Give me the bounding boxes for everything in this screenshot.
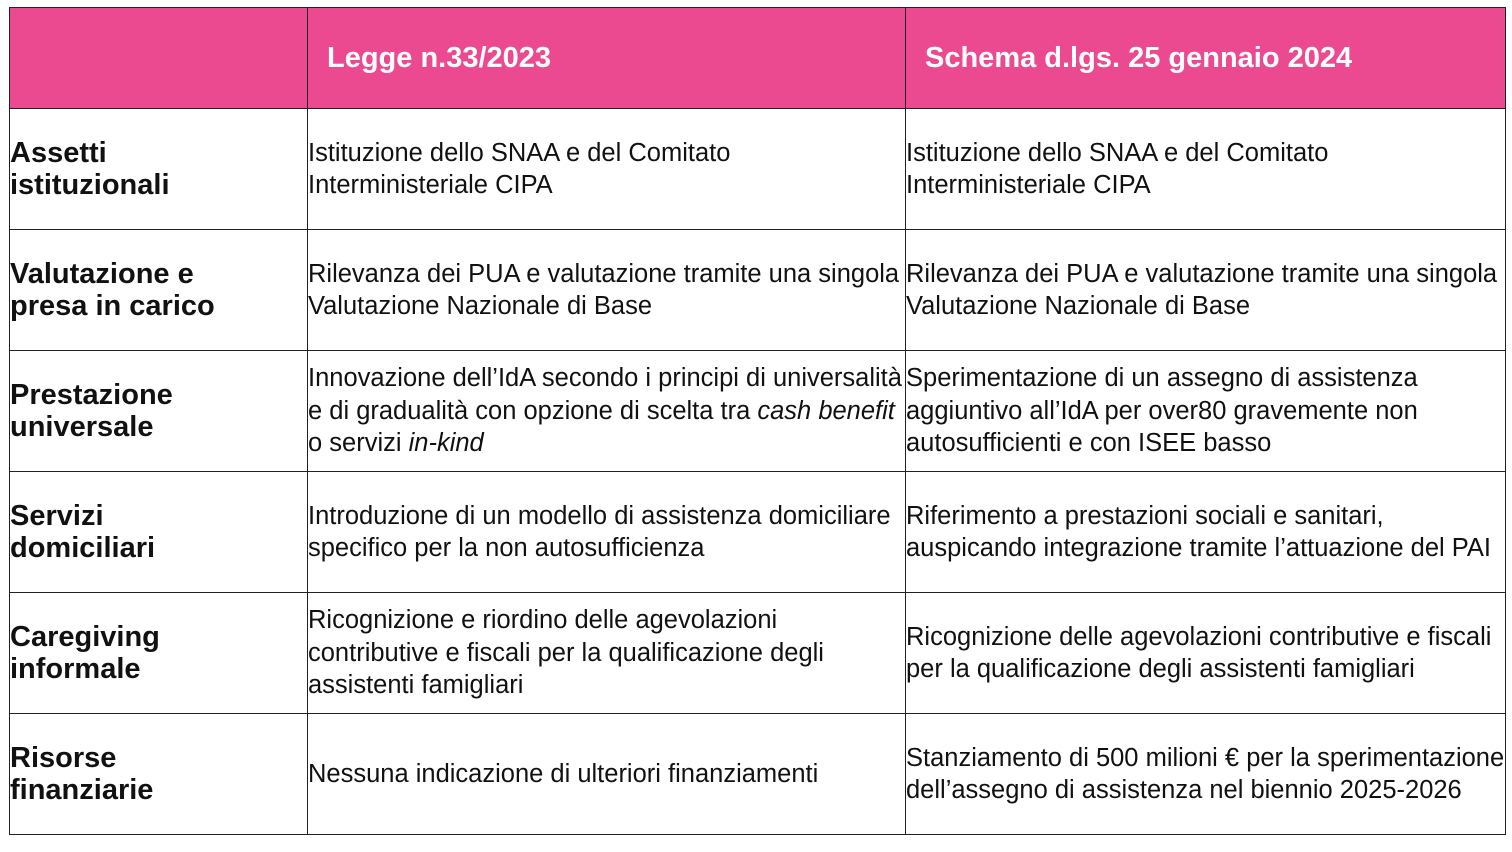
- header-row: [10, 8, 1506, 109]
- table-row: [10, 351, 1506, 472]
- header-schema: Schema d.lgs. 25 gennaio 2024: [906, 8, 1506, 109]
- legge-cell: Introduzione di un modello di assistenza domiciliare specifico per la non autosufficienza: [308, 472, 906, 593]
- legge-cell: Istituzione dello SNAA e del Comitato Interministeriale CIPA: [308, 109, 906, 230]
- comparison-table: [9, 7, 1506, 835]
- schema-cell: Sperimentazione di un assegno di assistenza aggiuntivo all’IdA per over80 gravemente non autosufficienti e con ISEE basso: [906, 351, 1506, 472]
- schema-cell: Rilevanza dei PUA e valutazione tramite una singola Valutazione Nazionale di Base: [906, 230, 1506, 351]
- legge-cell: Innovazione dell’IdA secondo i principi di universalità e di gradualità con opzione di scelta tra cash benefit o servizi in-kind: [308, 351, 906, 472]
- row-label: Assetti istituzionali: [10, 109, 308, 230]
- table-row: [10, 109, 1506, 230]
- table-row: [10, 593, 1506, 714]
- legge-cell: Rilevanza dei PUA e valutazione tramite una singola Valutazione Nazionale di Base: [308, 230, 906, 351]
- legge-cell: Ricognizione e riordino delle agevolazioni contributive e fiscali per la qualificazione degli assistenti famigliari: [308, 593, 906, 714]
- header-legge: Legge n.33/2023: [308, 8, 906, 109]
- row-label: Servizi domiciliari: [10, 472, 308, 593]
- row-label: Prestazione universale: [10, 351, 308, 472]
- table-row: [10, 472, 1506, 593]
- table-row: [10, 230, 1506, 351]
- schema-cell: Riferimento a prestazioni sociali e sanitari, auspicando integrazione tramite l’attuazione del PAI: [906, 472, 1506, 593]
- schema-cell: Ricognizione delle agevolazioni contributive e fiscali per la qualificazione degli assistenti famigliari: [906, 593, 1506, 714]
- header-empty-cell: [10, 8, 308, 109]
- row-label: Valutazione e presa in carico: [10, 230, 308, 351]
- row-label: Risorse finanziarie: [10, 714, 308, 835]
- table-row: [10, 714, 1506, 835]
- legge-cell: Nessuna indicazione di ulteriori finanziamenti: [308, 714, 906, 835]
- schema-cell: Istituzione dello SNAA e del Comitato Interministeriale CIPA: [906, 109, 1506, 230]
- row-label: Caregiving informale: [10, 593, 308, 714]
- schema-cell: Stanziamento di 500 milioni € per la sperimentazione dell’assegno di assistenza nel biennio 2025-2026: [906, 714, 1506, 835]
